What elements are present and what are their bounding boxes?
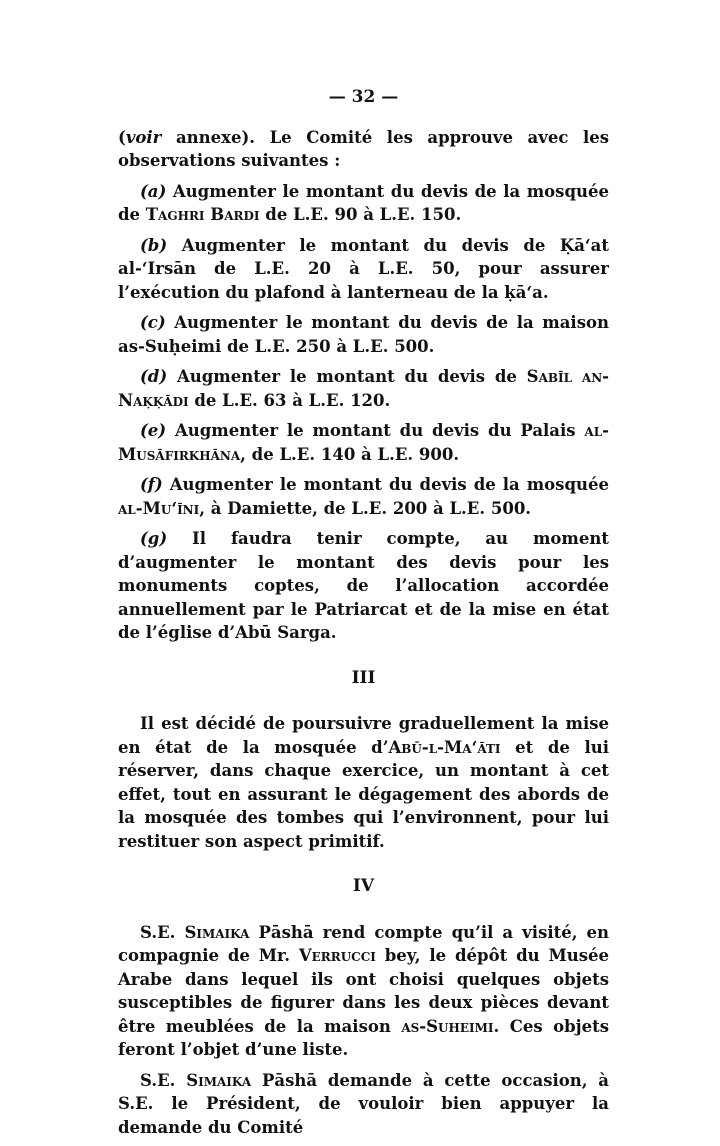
item-text: Augmenter le montant du devis de Ḳā‘at al-‘Irsān de L.E. 20 à L.E. 50, pour assurer l’exécution du plafond à lanterneau de la ḳā‘a. — [118, 235, 609, 302]
item-label: (d) — [140, 367, 168, 386]
item-tail: , à Damiette, de L.E. 200 à L.E. 500. — [199, 498, 532, 518]
person-name: Simaika — [184, 922, 250, 942]
item-d — [118, 365, 609, 412]
paragraph-text: . Ces objets feront l’objet d’une liste. — [118, 1016, 610, 1059]
item-tail: , de L.E. 140 à L.E. 900. — [240, 444, 460, 464]
section-iv-title: IV — [352, 876, 375, 896]
document-page — [118, 86, 609, 1146]
item-tail: de L.E. 90 à L.E. 150. — [259, 205, 462, 224]
item-name: al-Musāfirkhāna — [118, 421, 609, 464]
item-f — [118, 473, 609, 520]
item-c — [118, 311, 609, 358]
paragraph-text: S.E. — [140, 1070, 187, 1090]
intro-italic: voir — [125, 127, 162, 147]
item-label: (b) — [140, 235, 168, 255]
person-name: Verrucci — [298, 946, 376, 965]
paragraph-text: bey, le dépôt du Musée Arabe dans lequel ils ont choisi quelques objets susceptibles de figurer dans les deux pièces devant être meublées de la maison — [118, 946, 609, 1036]
item-label: (f) — [140, 475, 163, 494]
item-text: Il faudra tenir compte, au moment d’augmenter le montant des devis pour les monuments coptes, de l’allocation accordée annuellement par le Patriarcat et de la mise en état de l’église d’Abū Sarga. — [118, 529, 609, 642]
item-name: al-Mu‘īni — [118, 498, 200, 518]
item-label: (e) — [140, 421, 167, 440]
page-number: — 32 — — [328, 87, 399, 107]
paragraph-text: Pāshā rend compte qu’il a visité, en compagnie de Mr. — [118, 922, 609, 965]
item-label: (c) — [140, 313, 166, 332]
item-label: (a) — [140, 181, 167, 201]
house-name: as-Suheimi — [401, 1016, 494, 1036]
intro-paragraph: (voir annexe). Le Comité les approuve avec les observations suivantes : — [118, 127, 609, 170]
item-text: Augmenter le montant du devis de — [167, 367, 527, 386]
item-text: Augmenter le montant du devis de la mosquée — [162, 475, 609, 494]
section-iii-paragraph — [118, 712, 609, 853]
paragraph-text: Il est décidé de poursuivre graduellement la mise en état de la mosquée d’ — [118, 714, 609, 757]
item-b — [118, 234, 609, 305]
item-text: Augmenter le montant du devis du Palais — [166, 421, 585, 440]
mosque-name: Abū-l-Ma‘āti — [388, 737, 501, 757]
paragraph-text: Pāshā demande à cette occasion, à S.E. le Président, de vouloir bien appuyer la demande du Comité — [118, 1070, 609, 1137]
item-label: (g) — [140, 529, 168, 548]
item-a — [118, 180, 609, 227]
item-tail: de L.E. 63 à L.E. 120. — [188, 390, 391, 410]
intro-text: annexe). Le Comité les approuve avec les observations suivantes : — [118, 127, 609, 170]
section-iii-title: III — [351, 667, 376, 688]
item-name: Taghri Bardi — [145, 205, 260, 224]
item-text: Augmenter le montant du devis de la mosquée de — [118, 181, 609, 224]
paragraph-text: et de lui réserver, dans chaque exercice, un montant à cet effet, tout en assurant le dégagement des abords de la mosquée des tombes qui l’environnent, pour lui restituer son aspect primitif. — [118, 737, 609, 851]
item-g — [118, 527, 609, 645]
section-iv-paragraph-1 — [118, 921, 609, 1062]
section-iv-paragraph-2 — [118, 1069, 609, 1140]
item-e — [118, 419, 609, 466]
item-name: Sabīl an-Naḳḳādi — [118, 367, 610, 410]
paragraph-text: S.E. — [140, 922, 185, 942]
item-text: Augmenter le montant du devis de la maison as-Suḥeimi de L.E. 250 à L.E. 500. — [118, 313, 609, 356]
person-name: Simaika — [186, 1070, 252, 1090]
